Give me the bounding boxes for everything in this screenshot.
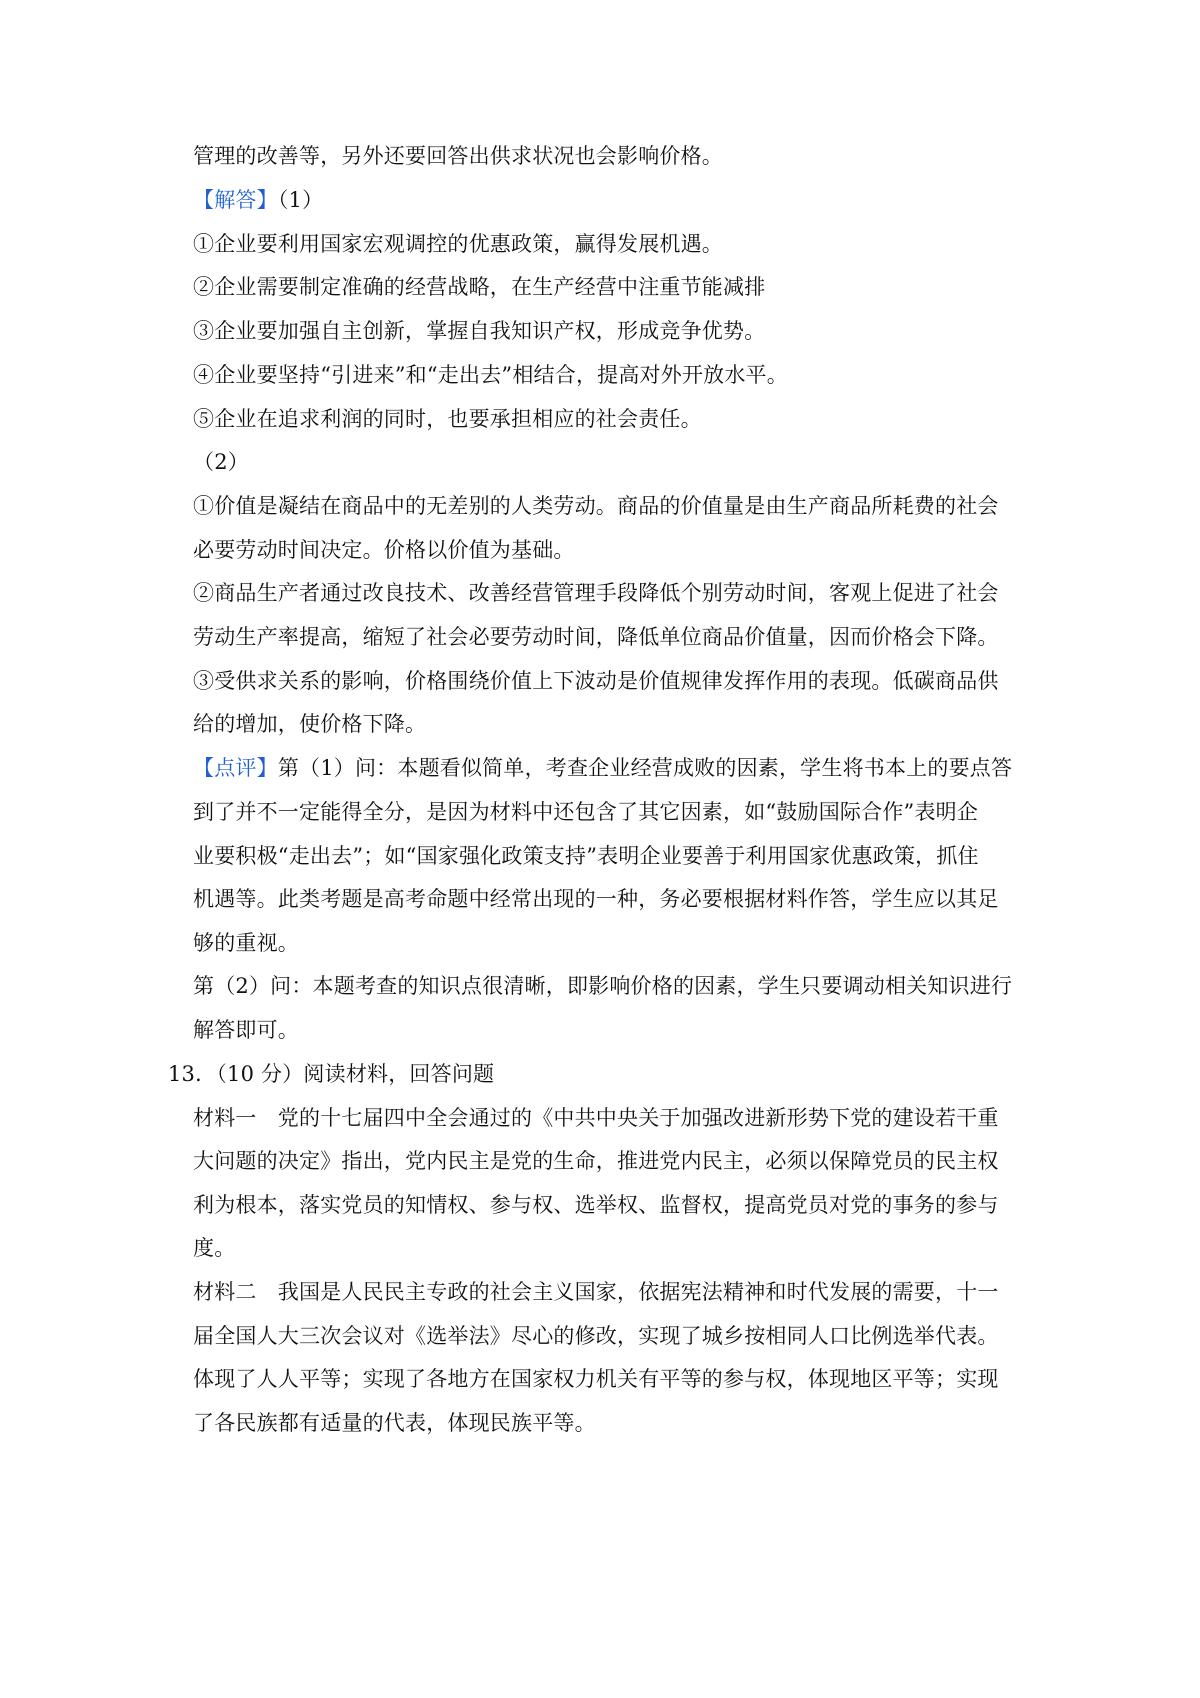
- text-line: ③受供求关系的影响，价格围绕价值上下波动是价值规律发挥作用的表现。低碳商品供: [193, 669, 999, 693]
- material-one-line: 度。: [193, 1236, 236, 1260]
- text-line: ③企业要加强自主创新，掌握自我知识产权，形成竞争优势。: [193, 319, 766, 343]
- comment-tag: 【点评】: [193, 756, 278, 780]
- text-line: 第（2）问：本题考查的知识点很清晰，即影响价格的因素，学生只要调动相关知识进行: [193, 974, 1013, 998]
- text-line: 到了并不一定能得全分，是因为材料中还包含了其它因素，如“鼓励国际合作”表明企: [193, 800, 979, 824]
- question-13-heading: 13．（10 分）阅读材料，回答问题: [168, 1062, 495, 1086]
- text-line: ②企业需要制定准确的经营战略，在生产经营中注重节能减排: [193, 275, 766, 299]
- text-line: ①价值是凝结在商品中的无差别的人类劳动。商品的价值量是由生产商品所耗费的社会: [193, 494, 999, 518]
- material-two-line: 体现了人人平等；实现了各地方在国家权力机关有平等的参与权，体现地区平等；实现: [193, 1367, 999, 1391]
- text-line: ②商品生产者通过改良技术、改善经营管理手段降低个别劳动时间，客观上促进了社会: [193, 581, 999, 605]
- text-line: ①企业要利用国家宏观调控的优惠政策，赢得发展机遇。: [193, 232, 723, 256]
- text-line: 解答即可。: [193, 1018, 299, 1042]
- answer-heading: 【解答】（1）: [193, 188, 324, 212]
- answer-tag: 【解答】: [193, 188, 278, 212]
- text-line: 管理的改善等，另外还要回答出供求状况也会影响价格。: [193, 144, 723, 168]
- question-number: （2）: [193, 450, 249, 474]
- material-one-line: 利为根本，落实党员的知情权、参与权、选举权、监督权，提高党员对党的事务的参与: [193, 1193, 999, 1217]
- text-line: 机遇等。此类考题是高考命题中经常出现的一种，务必要根据材料作答，学生应以其足: [193, 887, 999, 911]
- material-two-line: 届全国人大三次会议对《选举法》尽心的修改，实现了城乡按相同人口比例选举代表。: [193, 1324, 999, 1348]
- text-line: 给的增加，使价格下降。: [193, 712, 427, 736]
- material-two-line: 了各民族都有适量的代表，体现民族平等。: [193, 1411, 596, 1435]
- text-line: ⑤企业在追求利润的同时，也要承担相应的社会责任。: [193, 407, 702, 431]
- text-line: 劳动生产率提高，缩短了社会必要劳动时间，降低单位商品价值量，因而价格会下降。: [193, 625, 999, 649]
- comment-heading: 【点评】第（1）问：本题看似简单，考查企业经营成败的因素，学生将书本上的要点答: [193, 756, 1013, 780]
- text-line: 必要劳动时间决定。价格以价值为基础。: [193, 538, 575, 562]
- text-line: ④企业要坚持“引进来”和“走出去”相结合，提高对外开放水平。: [193, 363, 788, 387]
- material-two-line: 材料二 我国是人民民主专政的社会主义国家，依据宪法精神和时代发展的需要，十一: [193, 1280, 999, 1304]
- material-one-line: 大问题的决定》指出，党内民主是党的生命，推进党内民主，必须以保障党员的民主权: [193, 1149, 999, 1173]
- text-line: 够的重视。: [193, 931, 299, 955]
- text-line: 业要积极“走出去”；如“国家强化政策支持”表明企业要善于利用国家优惠政策，抓住: [193, 844, 979, 868]
- material-one-line: 材料一 党的十七届四中全会通过的《中共中央关于加强改进新形势下党的建设若干重: [193, 1106, 999, 1130]
